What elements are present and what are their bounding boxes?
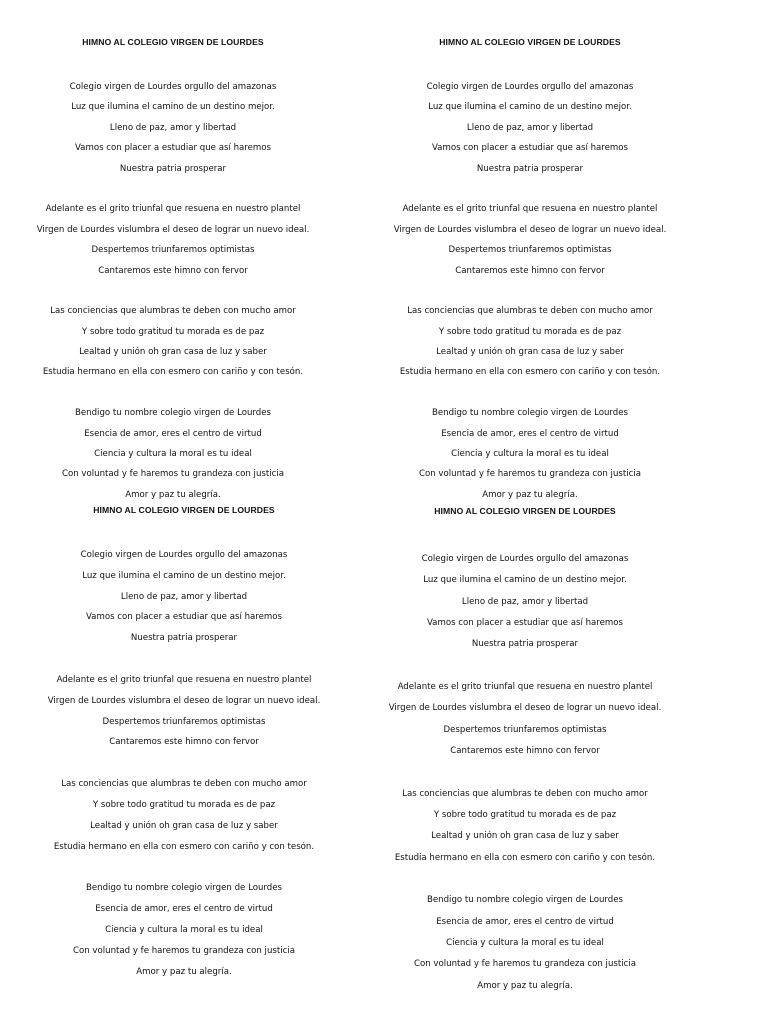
verse-line: Adelante es el grito triunfal que resuena en nuestro plantel [56,674,312,685]
hymn-copy-top-left [8,36,338,526]
stanza-2 [8,199,338,281]
verse-line: Las conciencias que alumbras te deben con mucho amor [50,306,296,317]
verse-line: Cantaremos este himno con fervor [109,737,259,748]
verse-line: Luz que ilumina el camino de un destino mejor. [423,575,627,586]
verse-line: Lleno de paz, amor y libertad [466,122,594,133]
verse-line: Nuestra patria prosperar [130,633,238,644]
verse-line: Cantaremos este himno con fervor [455,265,605,276]
verse-line: Adelante es el grito triunfal que resuena en nuestro plantel [397,681,653,692]
hymn-title: HIMNO AL COLEGIO VIRGEN DE LOURDES [439,37,621,47]
stanza-3 [8,301,338,383]
verse-line: Con voluntad y fe haremos tu grandeza con justicia [72,945,296,956]
verse-line: Ciencia y cultura la moral es tu ideal [446,937,604,948]
verse-line: Lealtad y unión oh gran casa de luz y saber [436,347,624,358]
verse-line: Con voluntad y fe haremos tu grandeza con justicia [61,469,285,480]
verse-line: Despertemos triunfaremos optimistas [443,724,607,735]
verse-line: Con voluntad y fe haremos tu grandeza con justicia [418,469,642,480]
verse-line: Las conciencias que alumbras te deben con mucho amor [402,788,648,799]
verse-line: Nuestra patria prosperar [471,639,579,650]
verse-line: Ciencia y cultura la moral es tu ideal [451,449,609,460]
stanza-4 [360,890,690,996]
hymn-title: HIMNO AL COLEGIO VIRGEN DE LOURDES [93,505,275,515]
verse-line: Y sobre todo gratitud tu morada es de paz [92,799,276,810]
verse-line: Virgen de Lourdes vislumbra el deseo de lograr un nuevo ideal. [47,695,321,706]
verse-line: Virgen de Lourdes vislumbra el deseo de lograr un nuevo ideal. [36,224,310,235]
verse-line: Bendigo tu nombre colegio virgen de Lourdes [431,408,629,419]
verse-line: Ciencia y cultura la moral es tu ideal [105,924,263,935]
verse-line: Virgen de Lourdes vislumbra el deseo de lograr un nuevo ideal. [393,224,667,235]
stanza-4 [8,403,338,505]
stanza-2 [365,199,695,281]
verse-line: Y sobre todo gratitud tu morada es de paz [81,326,265,337]
stanza-1 [19,545,349,649]
stanza-4 [19,878,349,982]
verse-line: Adelante es el grito triunfal que resuena en nuestro plantel [402,204,658,215]
stanza-2 [19,670,349,753]
verse-line: Despertemos triunfaremos optimistas [91,245,255,256]
verse-line: Lleno de paz, amor y libertad [120,591,248,602]
stanza-3 [365,301,695,383]
stanza-3 [360,784,690,869]
verse-line: Ciencia y cultura la moral es tu ideal [94,449,252,460]
hymn-title: HIMNO AL COLEGIO VIRGEN DE LOURDES [434,506,616,516]
verse-line: Las conciencias que alumbras te deben con mucho amor [61,779,307,790]
verse-line: Amor y paz tu alegría. [136,966,232,977]
stanza-1 [365,77,695,179]
verse-line: Amor y paz tu alegría. [125,489,221,500]
verse-line: Con voluntad y fe haremos tu grandeza con justicia [413,959,637,970]
verse-line: Amor y paz tu alegría. [477,980,573,991]
hymn-copy-bottom-left [19,504,349,1003]
verse-line: Bendigo tu nombre colegio virgen de Lourdes [426,895,624,906]
stanza-2 [360,677,690,762]
verse-line: Cantaremos este himno con fervor [98,265,248,276]
verse-line: Despertemos triunfaremos optimistas [448,245,612,256]
verse-line: Y sobre todo gratitud tu morada es de paz [433,809,617,820]
stanza-3 [19,774,349,857]
stanza-1 [8,77,338,179]
hymn-copy-top-right [365,36,695,526]
verse-line: Vamos con placer a estudiar que así haremos [74,143,272,154]
verse-line: Esencia de amor, eres el centro de virtud [95,904,273,915]
verse-line: Estudia hermano en ella con esmero con cariño y con tesón. [53,841,315,852]
verse-line: Colegio virgen de Lourdes orgullo del amazonas [80,550,288,560]
verse-line: Colegio virgen de Lourdes orgullo del amazonas [421,554,629,564]
verse-line: Bendigo tu nombre colegio virgen de Lourdes [74,408,272,419]
hymn-title: HIMNO AL COLEGIO VIRGEN DE LOURDES [82,37,264,47]
verse-line: Lealtad y unión oh gran casa de luz y saber [79,347,267,358]
verse-line: Esencia de amor, eres el centro de virtud [441,428,619,439]
verse-line: Estudia hermano en ella con esmero con cariño y con tesón. [399,367,661,378]
verse-line: Colegio virgen de Lourdes orgullo del amazonas [426,82,634,92]
verse-line: Luz que ilumina el camino de un destino mejor. [82,570,286,581]
stanza-4 [365,403,695,505]
verse-line: Cantaremos este himno con fervor [450,745,600,756]
verse-line: Vamos con placer a estudiar que así haremos [85,612,283,623]
verse-line: Virgen de Lourdes vislumbra el deseo de lograr un nuevo ideal. [388,703,662,714]
verse-line: Estudia hermano en ella con esmero con cariño y con tesón. [394,852,656,863]
stanza-1 [360,549,690,655]
verse-line: Luz que ilumina el camino de un destino mejor. [428,102,632,113]
hymn-copy-bottom-right [360,505,690,1018]
verse-line: Bendigo tu nombre colegio virgen de Lourdes [85,883,283,894]
verse-line: Nuestra patria prosperar [476,163,584,174]
verse-line: Nuestra patria prosperar [119,163,227,174]
verse-line: Lleno de paz, amor y libertad [461,596,589,607]
verse-line: Lealtad y unión oh gran casa de luz y saber [431,831,619,842]
verse-line: Esencia de amor, eres el centro de virtud [436,916,614,927]
verse-line: Despertemos triunfaremos optimistas [102,716,266,727]
verse-line: Vamos con placer a estudiar que así haremos [426,617,624,628]
verse-line: Lleno de paz, amor y libertad [109,122,237,133]
verse-line: Vamos con placer a estudiar que así haremos [431,143,629,154]
verse-line: Colegio virgen de Lourdes orgullo del amazonas [69,82,277,92]
verse-line: Y sobre todo gratitud tu morada es de paz [438,326,622,337]
verse-line: Adelante es el grito triunfal que resuena en nuestro plantel [45,204,301,215]
verse-line: Estudia hermano en ella con esmero con cariño y con tesón. [42,367,304,378]
verse-line: Lealtad y unión oh gran casa de luz y saber [90,820,278,831]
verse-line: Esencia de amor, eres el centro de virtud [84,428,262,439]
verse-line: Las conciencias que alumbras te deben con mucho amor [407,306,653,317]
verse-line: Amor y paz tu alegría. [482,489,578,500]
verse-line: Luz que ilumina el camino de un destino mejor. [71,102,275,113]
